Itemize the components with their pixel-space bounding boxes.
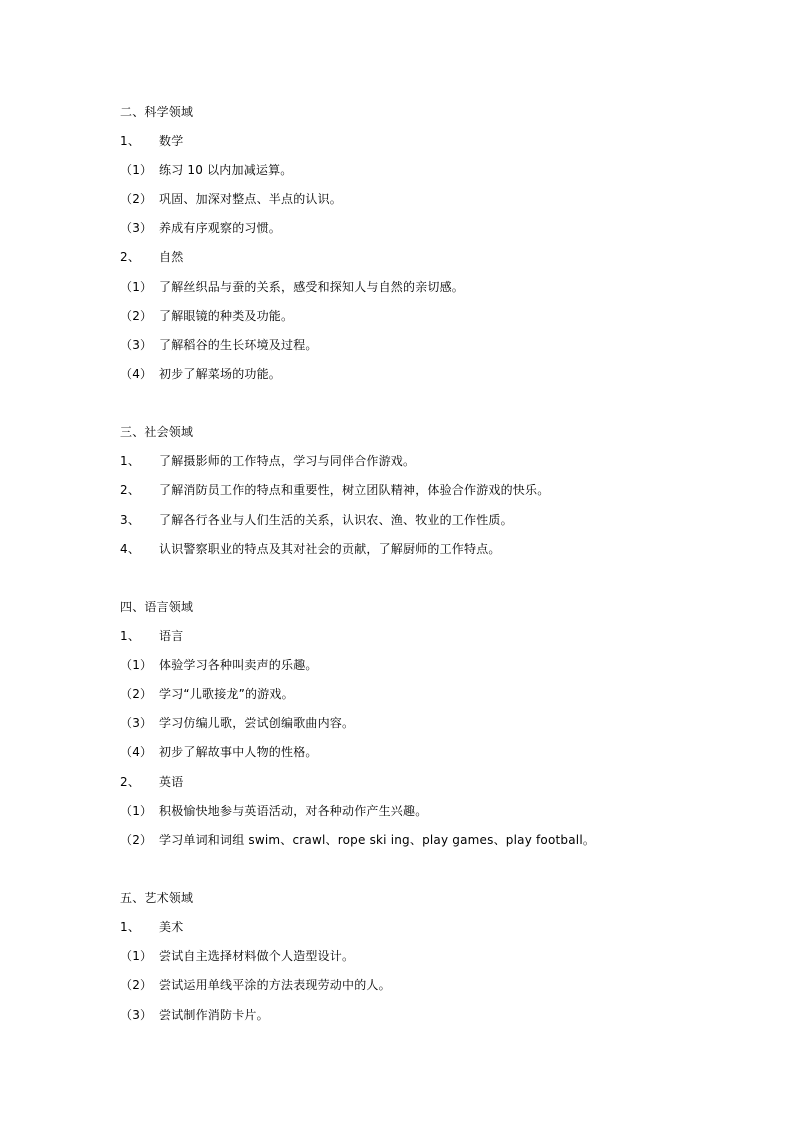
list-item: [120, 510, 513, 530]
list-item: [120, 946, 354, 966]
item-text: 巩固、加深对整点、半点的认识。: [159, 192, 343, 206]
list-item: [120, 684, 294, 704]
item-label: （2）: [120, 833, 153, 847]
item-label: （1）: [120, 163, 153, 177]
item-label: （4）: [120, 367, 153, 381]
list-item: [120, 830, 595, 850]
subsection-label: 1、: [120, 629, 141, 643]
section-heading-society: 三、社会领域: [120, 425, 194, 439]
item-text: 体验学习各种叫卖声的乐趣。: [159, 658, 318, 672]
section-heading-language: 四、语言领域: [120, 600, 194, 614]
item-label: 1、: [120, 454, 141, 468]
subsection-fine-art: [120, 917, 183, 937]
section-heading-science: 二、科学领域: [120, 105, 194, 119]
subsection-label: 1、: [120, 134, 141, 148]
item-text: 了解丝织品与蚕的关系，感受和探知人与自然的亲切感。: [159, 280, 465, 294]
list-item: [120, 801, 427, 821]
item-label: （3）: [120, 338, 153, 352]
subsection-math: [120, 131, 183, 151]
subsection-english: [120, 772, 183, 792]
item-text: 了解各行各业与人们生活的关系，认识农、渔、牧业的工作性质。: [159, 513, 513, 527]
subsection-title: 语言: [159, 629, 184, 643]
subsection-title: 美术: [159, 920, 184, 934]
item-label: （1）: [120, 658, 153, 672]
list-item: [120, 655, 318, 675]
list-item: [120, 480, 549, 500]
item-label: （3）: [120, 221, 153, 235]
item-text: 尝试自主选择材料做个人造型设计。: [159, 949, 355, 963]
item-text: 了解稻谷的生长环境及过程。: [159, 338, 318, 352]
list-item: [120, 364, 281, 384]
item-label: （3）: [120, 716, 153, 730]
subsection-label: 1、: [120, 920, 141, 934]
item-label: （1）: [120, 280, 153, 294]
subsection-title: 数学: [159, 134, 184, 148]
item-text: 学习仿编儿歌，尝试创编歌曲内容。: [159, 716, 355, 730]
subsection-language: [120, 626, 183, 646]
item-text: 学习“儿歌接龙”的游戏。: [159, 687, 294, 701]
item-text: 了解眼镜的种类及功能。: [159, 309, 294, 323]
item-label: （4）: [120, 745, 153, 759]
item-label: 4、: [120, 542, 141, 556]
item-label: （2）: [120, 309, 153, 323]
item-label: （2）: [120, 978, 153, 992]
item-text: 初步了解菜场的功能。: [159, 367, 282, 381]
list-item: [120, 539, 501, 559]
subsection-label: 2、: [120, 775, 141, 789]
item-text: 了解摄影师的工作特点，学习与同伴合作游戏。: [159, 454, 416, 468]
list-item: [120, 451, 415, 471]
list-item: [120, 1005, 269, 1025]
item-label: （1）: [120, 949, 153, 963]
item-text: 学习单词和词组 swim、crawl、rope ski ing、play games、play football。: [159, 833, 596, 847]
list-item: [120, 218, 281, 238]
subsection-label: 2、: [120, 250, 141, 264]
item-text: 认识警察职业的特点及其对社会的贡献，了解厨师的工作特点。: [159, 542, 501, 556]
subsection-title: 英语: [159, 775, 184, 789]
item-label: 3、: [120, 513, 141, 527]
list-item: [120, 160, 293, 180]
list-item: [120, 189, 342, 209]
item-text: 练习 10 以内加减运算。: [159, 163, 293, 177]
list-item: [120, 713, 354, 733]
list-item: [120, 335, 318, 355]
subsection-title: 自然: [159, 250, 184, 264]
section-heading-art: 五、艺术领域: [120, 891, 194, 905]
list-item: [120, 742, 318, 762]
item-text: 积极愉快地参与英语活动，对各种动作产生兴趣。: [159, 804, 428, 818]
item-text: 养成有序观察的习惯。: [159, 221, 282, 235]
item-text: 尝试制作消防卡片。: [159, 1008, 269, 1022]
item-label: （2）: [120, 687, 153, 701]
item-label: （1）: [120, 804, 153, 818]
item-text: 初步了解故事中人物的性格。: [159, 745, 318, 759]
item-text: 了解消防员工作的特点和重要性，树立团队精神，体验合作游戏的快乐。: [159, 483, 550, 497]
item-label: （2）: [120, 192, 153, 206]
item-label: 2、: [120, 483, 141, 497]
list-item: [120, 277, 464, 297]
item-text: 尝试运用单线平涂的方法表现劳动中的人。: [159, 978, 391, 992]
list-item: [120, 975, 391, 995]
subsection-nature: [120, 247, 183, 267]
item-label: （3）: [120, 1008, 153, 1022]
list-item: [120, 306, 293, 326]
